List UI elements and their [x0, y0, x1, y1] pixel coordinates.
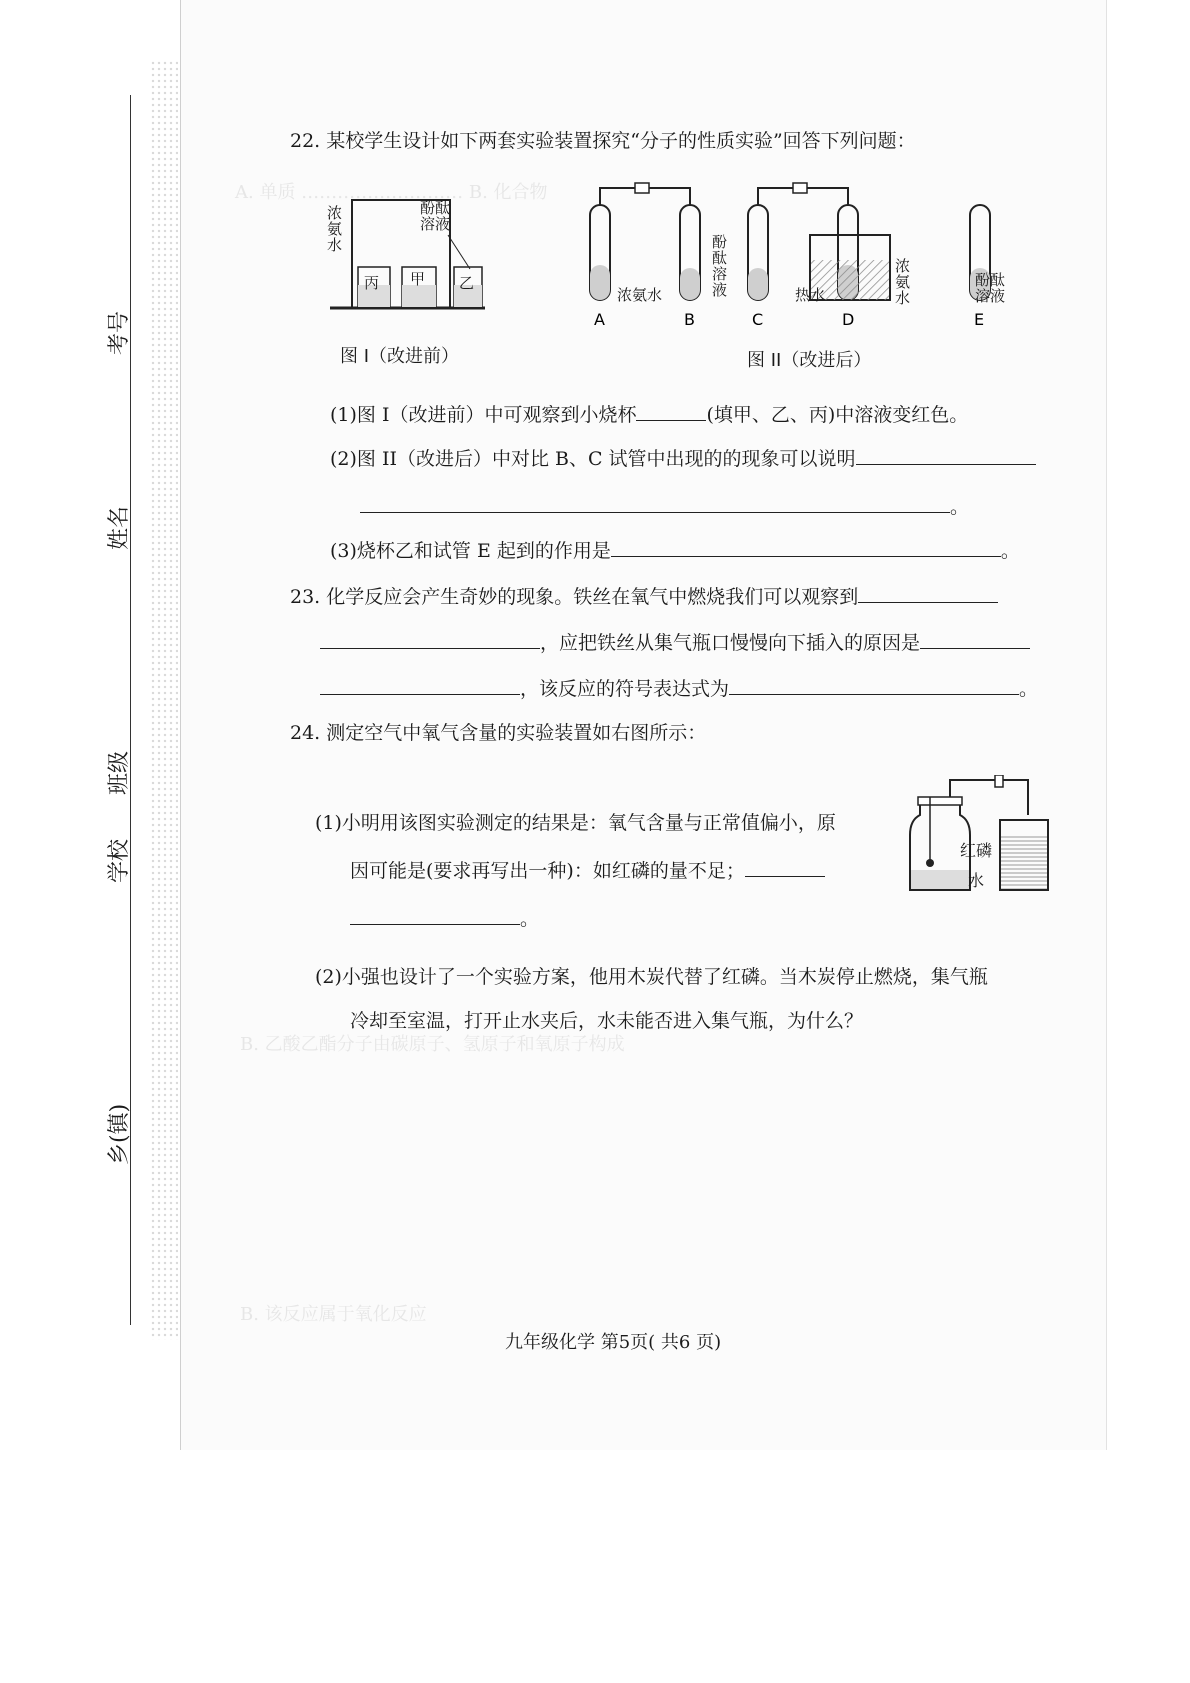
figure-1-apparatus [330, 195, 490, 315]
tube-b-letter: B [684, 310, 695, 329]
exam-number-label: 考号 [107, 310, 132, 355]
q22-stem: 22. 某校学生设计如下两套实验装置探究“分子的性质实验”回答下列问题： [290, 130, 916, 152]
q23-line3: ，该反应的符号表达式为 。 [320, 674, 1038, 702]
q23-answer-blank-1[interactable] [858, 582, 998, 603]
q22-part1: (1)图 I（改进前）中可观察到小烧杯 (填甲、乙、丙)中溶液变红色。 [330, 400, 968, 428]
tube-d-letter: D [842, 310, 855, 329]
q23-line2: ，应把铁丝从集气瓶口慢慢向下插入的原因是 [320, 628, 1030, 656]
q23-line1: 23. 化学反应会产生奇妙的现象。铁丝在氧气中燃烧我们可以观察到 [290, 582, 998, 610]
q24-part1-line2: 因可能是(要求再写出一种)：如红磷的量不足； [350, 856, 825, 884]
fig2-label-phenolphthalein-e: 酚酞溶液 [975, 271, 1006, 305]
q24-part1-line3: 。 [350, 904, 539, 932]
tube-a-letter: A [594, 310, 605, 329]
q24-part1-line1: (1)小明用该图实验测定的结果是：氧气含量与正常值偏小，原 [315, 812, 836, 834]
q24-part2-line2: 冷却至室温，打开止水夹后，水未能否进入集气瓶，为什么？ [350, 1010, 864, 1032]
class-label: 班级 [107, 750, 132, 795]
tube-e-letter: E [974, 310, 985, 329]
show-through: B. 该反应属于氧化反应 [240, 1304, 427, 1325]
q22-answer-blank-1[interactable] [636, 400, 706, 421]
name-label: 姓名 [107, 505, 132, 550]
q22-answer-blank-3[interactable] [611, 536, 1001, 557]
show-through: B. 乙酸乙酯分子由碳原子、氢原子和氧原子构成 [240, 1034, 625, 1055]
fig1-label-beaker-yi: 乙 [459, 274, 475, 292]
fig1-label-beaker-jia: 甲 [410, 270, 426, 288]
fig2-label-phenolphthalein: 酚酞溶液 [712, 233, 728, 299]
q24-part2-line1: (2)小强也设计了一个实验方案，他用木炭代替了红磷。当木炭停止燃烧，集气瓶 [315, 966, 988, 988]
q24-label-red-phosphorus: 红磷 [960, 841, 993, 860]
q22-answer-blank-2b[interactable] [360, 492, 950, 513]
fig2-label-ammonia: 浓氨水 [617, 286, 663, 304]
q22-part2-continued: 。 [360, 492, 969, 520]
q24-answer-blank-1b[interactable] [350, 904, 520, 925]
q23-answer-blank-4[interactable] [320, 674, 520, 695]
q22-part3: (3)烧杯乙和试管 E 起到的作用是 。 [330, 536, 1020, 564]
q23-answer-blank-2[interactable] [320, 628, 540, 649]
tube-c-letter: C [752, 310, 764, 329]
fig2-label-ammonia-d: 浓氨水 [895, 257, 911, 307]
show-through: A. 单质 ……………………… B. 化合物 [235, 182, 548, 203]
q24-stem: 24. 测定空气中氧气含量的实验装置如右图所示： [290, 722, 707, 744]
page-footer: 九年级化学 第5页( 共6 页) [505, 1332, 722, 1353]
fig1-label-beaker-bing: 丙 [364, 274, 380, 292]
q22-answer-blank-2a[interactable] [856, 444, 1036, 465]
q23-answer-blank-3[interactable] [920, 628, 1030, 649]
q24-answer-blank-1a[interactable] [745, 856, 825, 877]
fig1-label-phenolphthalein: 酚酞溶液 [420, 199, 451, 233]
fig1-label-ammonia: 浓氨水 [327, 204, 343, 254]
school-label: 学校 [107, 838, 132, 883]
perforation-dots [150, 60, 178, 1340]
fig2-caption: 图 II（改进后） [747, 350, 872, 371]
fig1-caption: 图 I（改进前） [340, 346, 460, 367]
q24-label-water: 水 [968, 871, 985, 890]
fig2-label-hot-water: 热水 [795, 286, 826, 304]
town-label: 乡(镇) [107, 1103, 132, 1165]
q22-part2: (2)图 II（改进后）中对比 B、C 试管中出现的的现象可以说明 [330, 444, 1036, 472]
binding-margin [0, 0, 180, 1683]
figure-2-apparatus [580, 180, 1020, 330]
q23-answer-blank-5[interactable] [729, 674, 1019, 695]
